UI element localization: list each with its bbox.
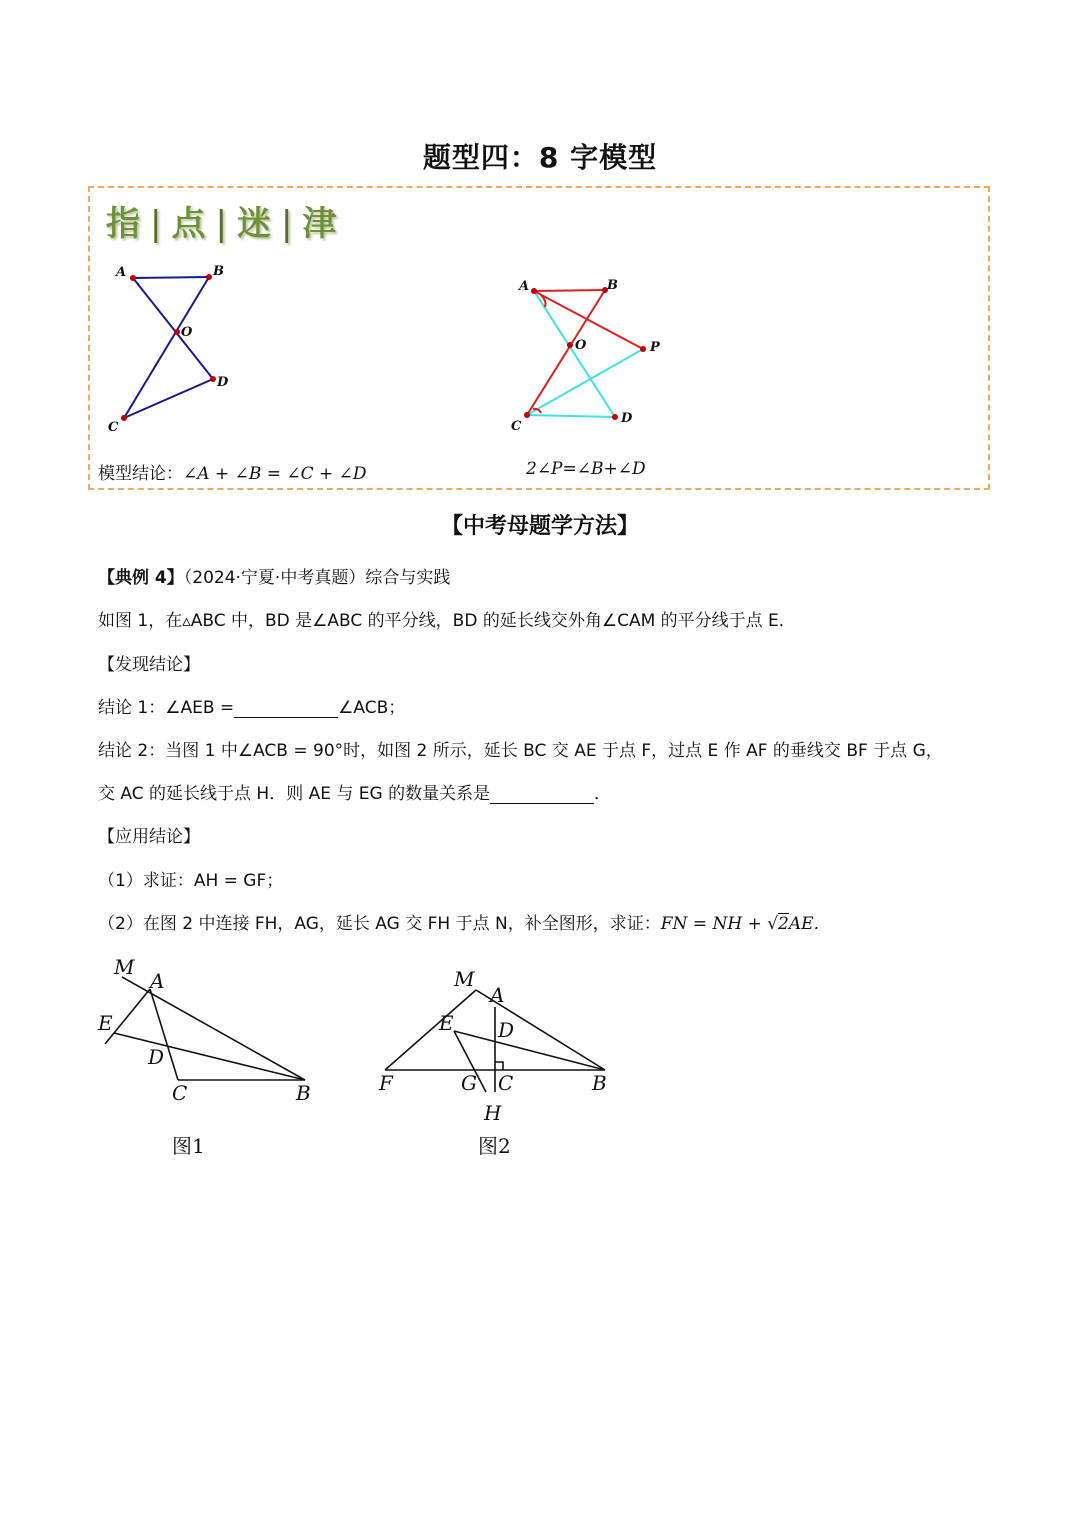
p2-label-G: G — [461, 1071, 477, 1095]
sqrt-symbol: √ — [767, 914, 779, 934]
banner-char-2: 点 — [171, 204, 208, 244]
p2-label-E: E — [439, 1011, 454, 1035]
p2-label-B: B — [592, 1071, 607, 1095]
banner-char-4: 津 — [302, 204, 339, 244]
answer-blank-2[interactable] — [490, 785, 594, 804]
p2-label-C: C — [498, 1071, 514, 1095]
p1-label-M: M — [114, 955, 135, 979]
question-2-sqrt-value: 2 — [778, 914, 789, 934]
conclusion-2-text: 交 AC 的延长线于点 H．则 AE 与 EG 的数量关系是 — [98, 784, 491, 804]
discover-heading: 【发现结论】 — [98, 655, 200, 675]
fig1-label-D: D — [217, 375, 229, 390]
p2-label-M: M — [454, 967, 475, 991]
fig2-label-D: D — [621, 411, 633, 426]
tips-banner: 指 | 点 | 迷 | 津 — [106, 204, 339, 244]
question-2-formula-b: AE． — [788, 914, 831, 934]
figure-1-caption: 图1 — [172, 1134, 205, 1158]
fig2-label-A: A — [519, 279, 530, 294]
example-tag: 【典例 4】 — [98, 568, 184, 588]
model-figure-2 — [505, 275, 675, 435]
figure-2-caption: 图2 — [478, 1134, 511, 1158]
question-2-text: （2）在图 2 中连接 FH，AG，延长 AG 交 FH 于点 N，补全图形，求证： — [98, 914, 661, 934]
example-line-1: 如图 1，在▵ABC 中，BD 是∠ABC 的平分线，BD 的延长线交外角∠CAM 的平分线于点 E． — [98, 611, 796, 631]
conclusion-formula-1: ∠A + ∠B = ∠C + ∠D — [183, 464, 367, 484]
conclusion-formula-2: 2∠P=∠B+∠D — [526, 459, 646, 479]
banner-char-1: 指 — [106, 204, 142, 244]
fig1-label-A: A — [116, 265, 127, 280]
problem-figure-2 — [370, 962, 620, 1127]
conclusion-prefix: 模型结论： — [98, 464, 183, 484]
fig2-label-O: O — [575, 338, 587, 353]
page-title: 题型四：8 字模型 — [422, 141, 658, 174]
p1-label-E: E — [98, 1011, 113, 1035]
fig1-label-B: B — [213, 264, 224, 279]
fig1-label-O: O — [181, 325, 193, 340]
conclusion-1-suffix: ∠ACB； — [338, 698, 406, 718]
fig2-label-P: P — [650, 340, 660, 355]
conclusion-1-line — [98, 693, 405, 718]
p2-label-H: H — [484, 1101, 502, 1125]
conclusion-2-line-1: 结论 2：当图 1 中∠ACB = 90°时，如图 2 所示，延长 BC 交 AE 于点 F，过点 E 作 AF 的垂线交 BF 于点 G， — [98, 741, 943, 761]
p1-label-C: C — [172, 1081, 188, 1102]
fig1-label-C: C — [108, 420, 119, 435]
answer-blank-1[interactable] — [234, 699, 338, 718]
example-source: （2024·宁夏·中考真题）综合与实践 — [183, 568, 451, 588]
fig2-label-C: C — [511, 419, 522, 434]
question-2 — [98, 909, 831, 934]
conclusion-2-end: ． — [594, 784, 612, 804]
p1-label-D: D — [148, 1045, 165, 1069]
conclusion-1-prefix: 结论 1：∠AEB = — [98, 698, 235, 718]
question-1: （1）求证：AH = GF； — [98, 871, 284, 891]
problem-figure-1 — [90, 952, 330, 1102]
p2-label-A: A — [490, 983, 505, 1007]
banner-char-3: 迷 — [236, 204, 273, 244]
apply-heading: 【应用结论】 — [98, 827, 200, 847]
conclusion-2-line-2 — [98, 779, 611, 804]
model-conclusion — [98, 459, 367, 484]
p2-label-F: F — [379, 1071, 393, 1095]
example-header — [98, 563, 450, 588]
p2-label-D: D — [498, 1018, 515, 1042]
section-heading: 【中考母题学方法】 — [440, 514, 639, 539]
question-2-formula-a: FN = NH + — [660, 914, 768, 934]
p1-label-B: B — [296, 1081, 311, 1102]
model-figure-1 — [100, 258, 240, 438]
p1-label-A: A — [150, 969, 165, 993]
fig2-label-B: B — [607, 278, 618, 293]
